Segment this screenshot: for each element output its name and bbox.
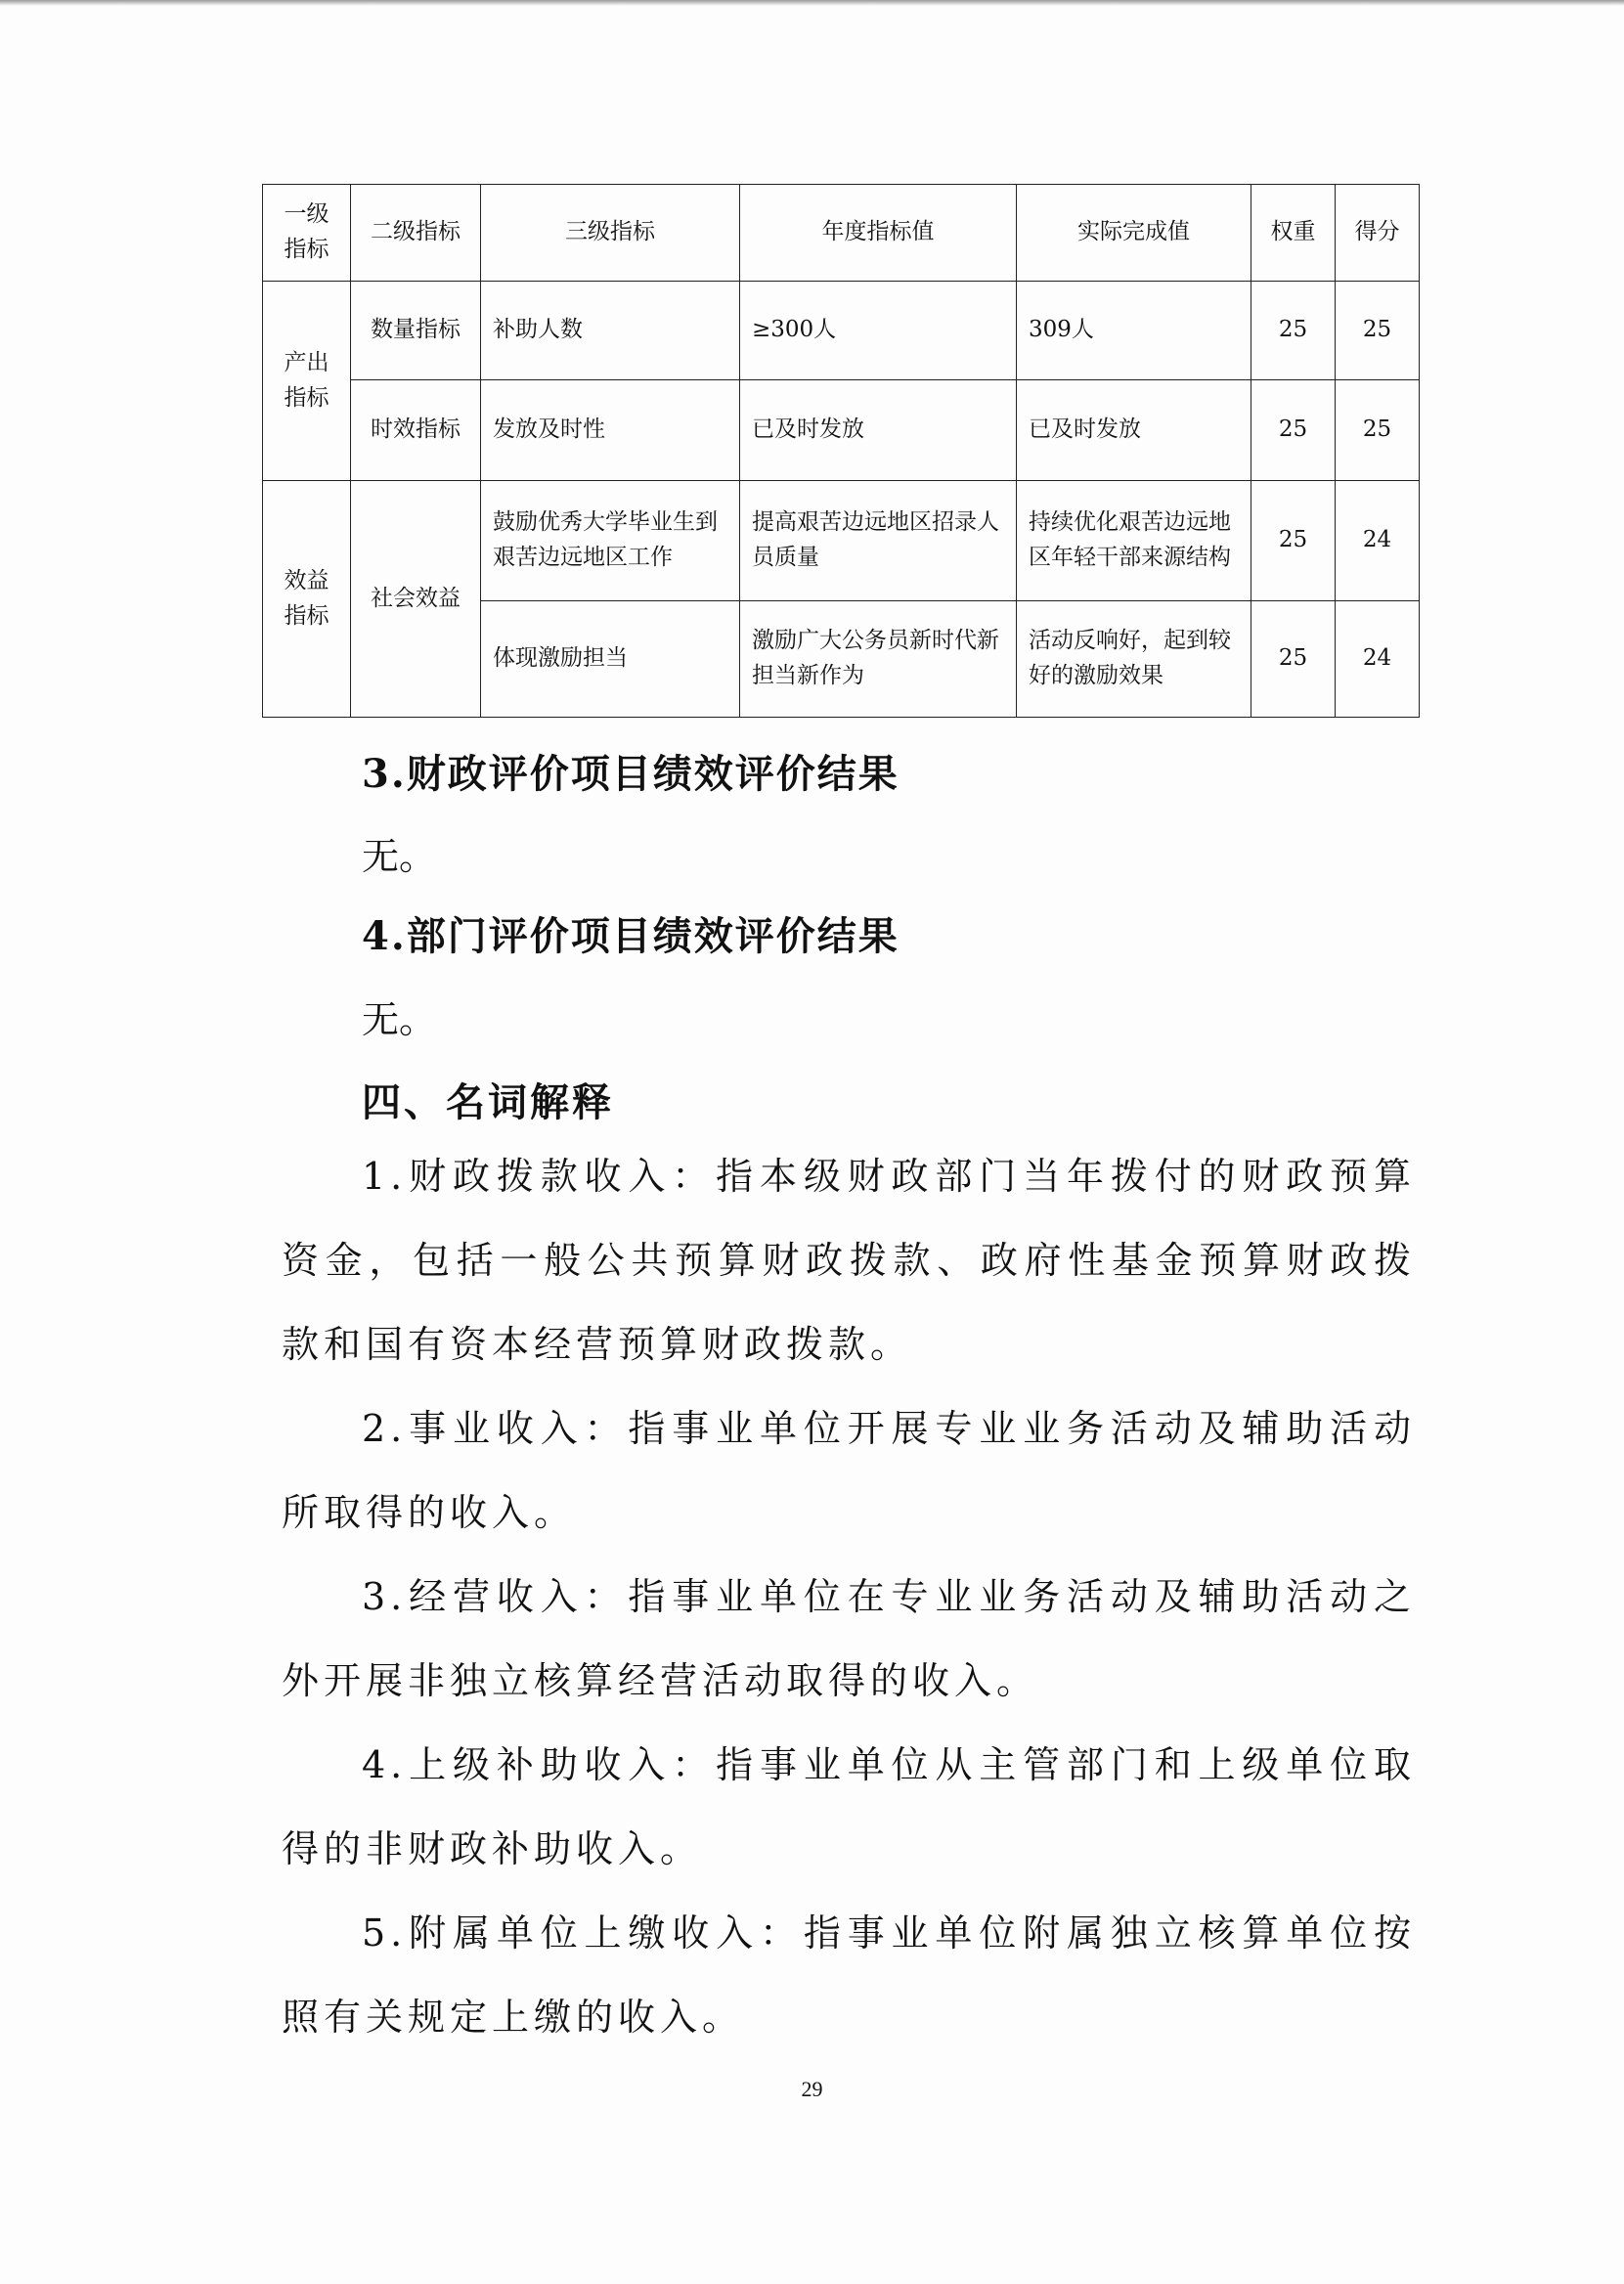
score-cell: 24 [1336,601,1420,718]
dept-evaluation-text: 无。 [362,998,437,1041]
level3-cell: 发放及时性 [481,380,740,481]
target-cell: ≥300人 [740,282,1017,380]
glossary-item: 2.事业收入：指事业单位开展专业业务活动及辅助活动所取得的收入。 [282,1407,1416,1534]
weight-cell: 25 [1251,481,1336,601]
header-level2: 二级指标 [351,185,481,282]
level1-output-cell: 产出指标 [263,282,351,481]
actual-cell: 持续优化艰苦边远地区年轻干部来源结构 [1017,481,1251,601]
scan-top-edge [0,0,1624,6]
glossary-item: 4.上级补助收入：指事业单位从主管部门和上级单位取得的非财政补助收入。 [282,1743,1416,1870]
actual-cell: 309人 [1017,282,1251,380]
table-row [263,380,1420,481]
table-row [263,282,1420,380]
weight-cell: 25 [1251,601,1336,718]
level2-cell: 数量指标 [351,282,481,380]
level3-cell: 体现激励担当 [481,601,740,718]
target-cell: 提高艰苦边远地区招录人员质量 [740,481,1017,601]
glossary-heading: 四、名词解释 [362,1079,614,1125]
actual-cell: 已及时发放 [1017,380,1251,481]
score-cell: 25 [1336,380,1420,481]
fiscal-evaluation-heading: 3.财政评价项目绩效评价结果 [362,751,900,797]
weight-cell: 25 [1251,380,1336,481]
header-weight: 权重 [1251,185,1336,282]
header-level1: 一级指标 [263,185,351,282]
score-cell: 24 [1336,481,1420,601]
header-level3: 三级指标 [481,185,740,282]
header-score: 得分 [1336,185,1420,282]
glossary-item: 3.经营收入：指事业单位在专业业务活动及辅助活动之外开展非独立核算经营活动取得的收入。 [282,1575,1416,1702]
header-actual-value: 实际完成值 [1017,185,1251,282]
dept-evaluation-heading: 4.部门评价项目绩效评价结果 [362,913,900,959]
level3-cell: 鼓励优秀大学毕业生到艰苦边远地区工作 [481,481,740,601]
target-cell: 已及时发放 [740,380,1017,481]
fiscal-evaluation-text: 无。 [362,835,437,878]
level2-cell: 时效指标 [351,380,481,481]
weight-cell: 25 [1251,282,1336,380]
table-row [263,481,1420,601]
level2-cell: 社会效益 [351,481,481,718]
table-header-row [263,185,1420,282]
header-annual-target: 年度指标值 [740,185,1017,282]
actual-cell: 活动反响好，起到较好的激励效果 [1017,601,1251,718]
score-cell: 25 [1336,282,1420,380]
target-cell: 激励广大公务员新时代新担当新作为 [740,601,1017,718]
glossary-item: 5.附属单位上缴收入：指事业单位附属独立核算单位按照有关规定上缴的收入。 [282,1911,1416,2039]
level1-benefit-cell: 效益指标 [263,481,351,718]
level3-cell: 补助人数 [481,282,740,380]
glossary-item: 1.财政拨款收入：指本级财政部门当年拨付的财政预算资金，包括一般公共预算财政拨款、政府性基金预算财政拨款和国有资本经营预算财政拨款。 [282,1155,1416,1366]
performance-indicator-table [262,184,1420,718]
page-number: 29 [801,2077,823,2101]
